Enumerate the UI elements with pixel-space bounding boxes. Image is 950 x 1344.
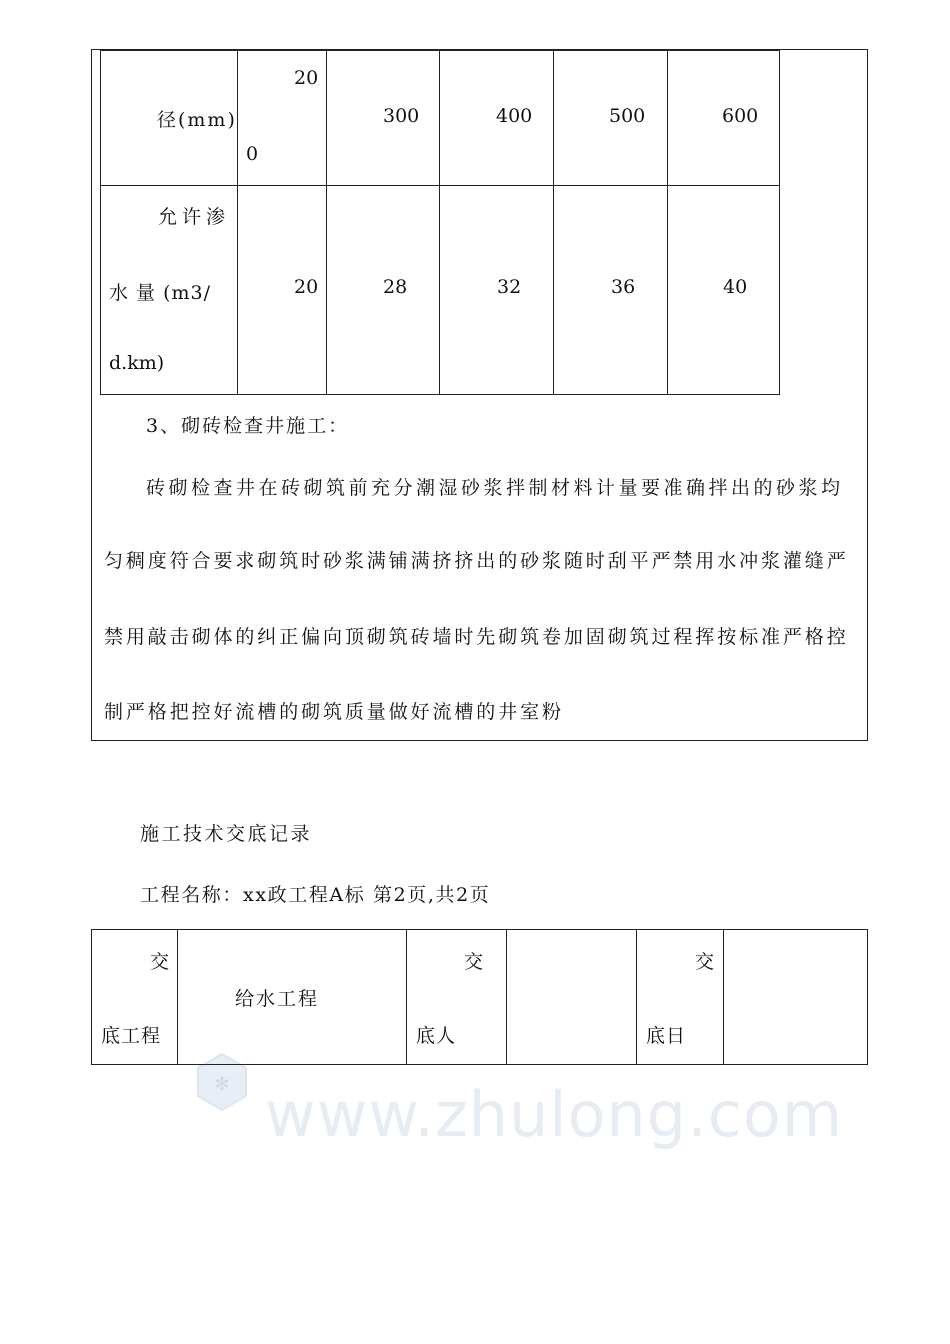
table1-value: 28	[383, 276, 408, 298]
table1-diameter: 500	[609, 105, 646, 127]
table1-diameter-cell	[667, 50, 780, 186]
table1-diameter: 300	[383, 105, 420, 127]
section-heading: 3、砌砖检查井施工：	[146, 415, 350, 437]
handover-project-value: 给水工程	[235, 988, 320, 1010]
table1-value-cell	[439, 185, 554, 395]
table1-value-cell	[237, 185, 327, 395]
project-name-line: 工程名称：xx政工程A标 第2页,共2页	[140, 884, 491, 906]
table1-row-label-line: 水 量 (m3/	[109, 282, 211, 304]
table1-diameter: 400	[496, 105, 533, 127]
table1-value: 32	[497, 276, 522, 298]
table1-diameter-200-part1: 20	[294, 67, 319, 89]
handover-date-value-cell	[723, 929, 868, 1065]
svg-text:✻: ✻	[214, 1074, 230, 1095]
handover-date-label-cell	[636, 929, 724, 1065]
record-title: 施工技术交底记录	[140, 823, 313, 845]
table1-row-label-line: d.km)	[109, 352, 165, 374]
table1-value-cell	[326, 185, 440, 395]
table1-diameter-cell	[326, 50, 440, 186]
table1-header-cell	[100, 50, 238, 186]
table1-value: 40	[723, 276, 748, 298]
table1-diameter-200-part2: 0	[246, 143, 259, 165]
table1-value: 20	[294, 276, 319, 298]
handover-label-top: 交	[464, 951, 486, 973]
table1-diameter-cell	[553, 50, 668, 186]
handover-person-label-cell	[406, 929, 507, 1065]
table1-diameter: 600	[722, 105, 759, 127]
table1-diameter-cell	[439, 50, 554, 186]
table1-diameter-cell	[237, 50, 327, 186]
table1-row-label-cell	[100, 185, 238, 395]
handover-project-label-cell	[91, 929, 178, 1065]
paragraph-line: 禁用敲击砌体的纠正偏向顶砌筑砖墙时先砌筑卷加固砌筑过程挥按标准严格控	[104, 626, 849, 648]
handover-label-top: 交	[695, 951, 717, 973]
handover-label-top: 交	[150, 951, 172, 973]
handover-label-bottom: 底日	[646, 1025, 687, 1047]
paragraph-line: 砖砌检查井在砖砌筑前充分潮湿砂浆拌制材料计量要准确拌出的砂浆均	[146, 477, 844, 499]
handover-person-value-cell	[506, 929, 637, 1065]
table1-header-label: 径(mm)	[157, 109, 237, 131]
paragraph-line: 制严格把控好流槽的砌筑质量做好流槽的井室粉	[104, 701, 564, 723]
watermark-text: www.zhulong.com	[265, 1078, 844, 1151]
handover-label-bottom: 底工程	[101, 1025, 162, 1047]
handover-label-bottom: 底人	[416, 1025, 457, 1047]
table1-value: 36	[611, 276, 636, 298]
table1-value-cell	[553, 185, 668, 395]
table1-row-label-line: 允许渗	[158, 206, 231, 228]
paragraph-line: 匀稠度符合要求砌筑时砂浆满铺满挤挤出的砂浆随时刮平严禁用水冲浆灌缝严	[104, 550, 849, 572]
table1-value-cell	[667, 185, 780, 395]
handover-project-value-cell	[177, 929, 407, 1065]
